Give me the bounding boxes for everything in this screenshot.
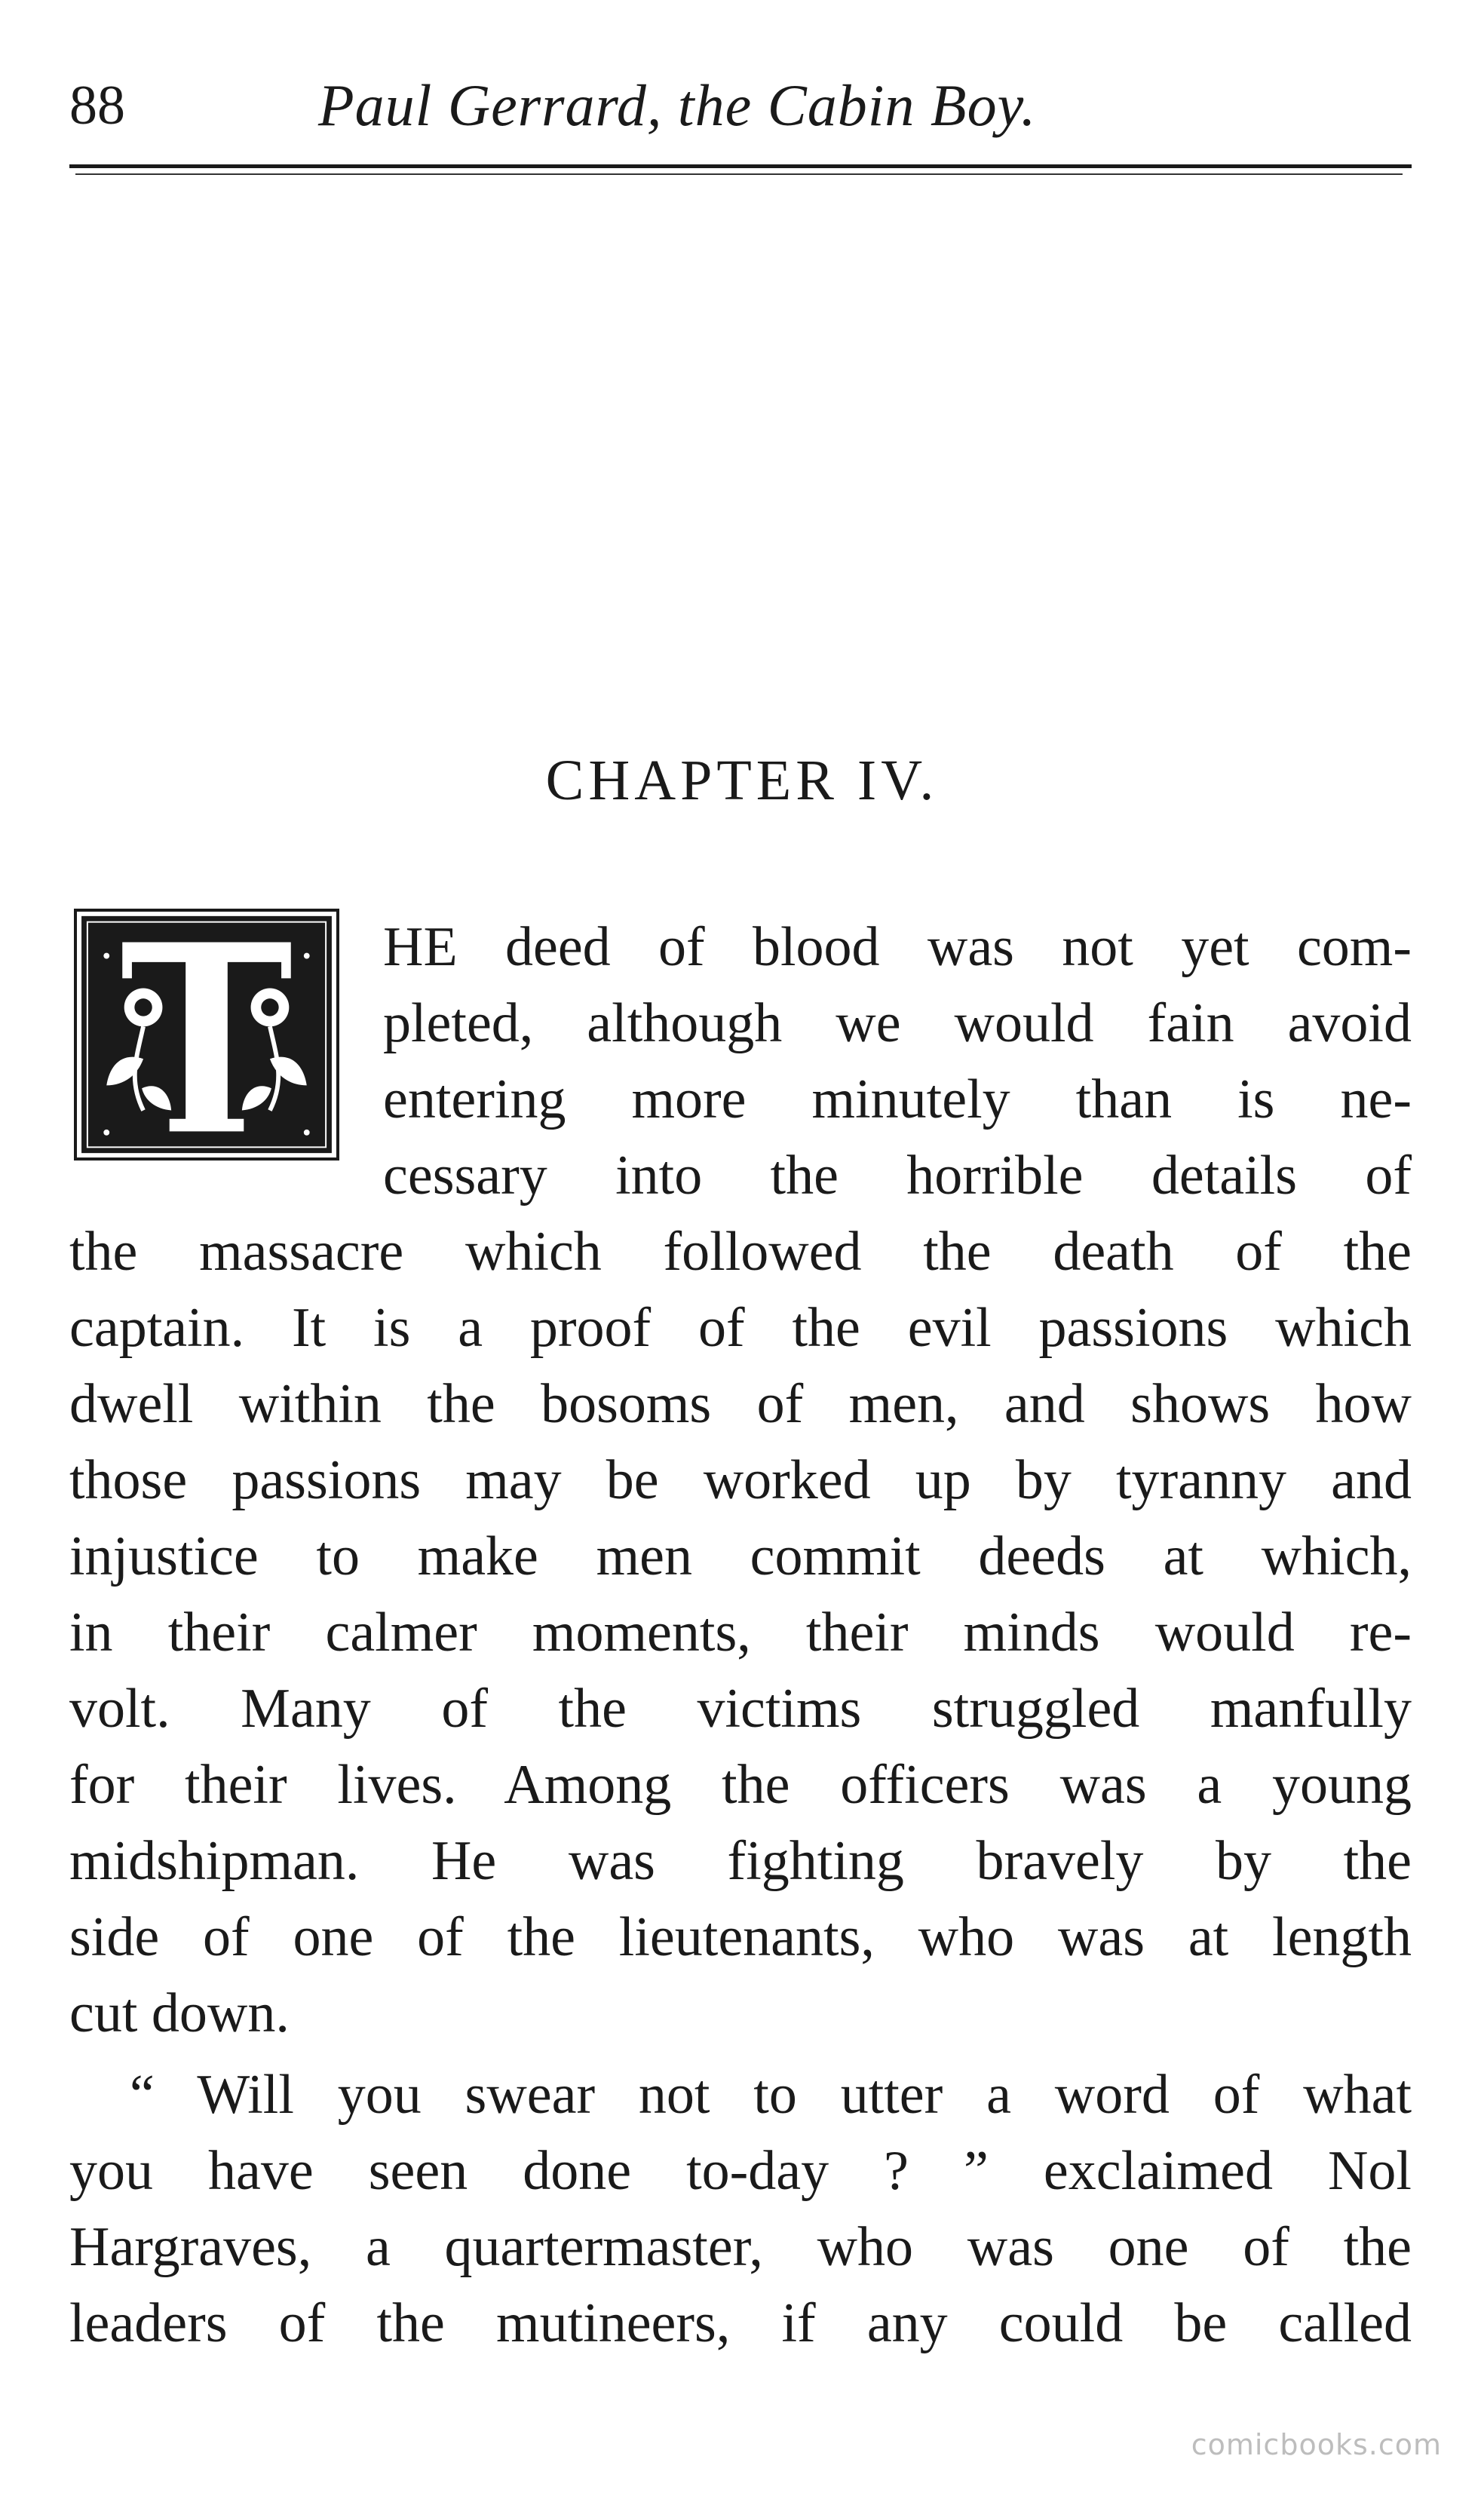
text-line: volt. Many of the victims struggled manfully xyxy=(69,1678,1412,1740)
header-rule xyxy=(69,164,1412,168)
text-line: injustice to make men commit deeds at which, xyxy=(69,1525,1412,1587)
text-line: entering more minutely than is ne- xyxy=(383,1069,1412,1130)
running-title: Paul Gerrard, the Cabin Boy. xyxy=(318,72,1037,138)
text-line: cut down. xyxy=(69,1982,290,2044)
page-number: 88 xyxy=(69,75,125,136)
page-header xyxy=(69,68,1412,151)
text-line: for their lives. Among the officers was a young xyxy=(69,1754,1412,1816)
text-line: cessary into the horrible details of xyxy=(383,1145,1412,1207)
text-line: you have seen done to-day ? ” exclaimed Nol xyxy=(69,2140,1412,2202)
text-line: Hargraves, a quartermaster, who was one of the xyxy=(69,2216,1412,2278)
text-line: pleted, although we would fain avoid xyxy=(383,992,1412,1054)
text-line: captain. It is a proof of the evil passions which xyxy=(69,1297,1412,1359)
text-line: HE deed of blood was not yet com- xyxy=(383,916,1412,978)
text-line: dwell within the bosoms of men, and shows how xyxy=(69,1373,1412,1435)
text-line: side of one of the lieutenants, who was at length xyxy=(69,1906,1412,1968)
text-line: the massacre which followed the death of the xyxy=(69,1221,1412,1283)
chapter-title: CHAPTER IV. xyxy=(545,749,939,812)
watermark: comicbooks.com xyxy=(1191,2428,1442,2461)
text-line: “ Will you swear not to utter a word of what xyxy=(130,2064,1412,2126)
text-line: those passions may be worked up by tyranny and xyxy=(69,1449,1412,1511)
text-line: leaders of the mutineers, if any could be called xyxy=(69,2292,1412,2354)
header-rule-thin xyxy=(75,173,1403,175)
paragraph-1-body xyxy=(69,1214,1412,2052)
paragraph-2 xyxy=(69,2057,1412,2362)
paragraph-1-indented-lines xyxy=(383,909,1412,1214)
text-line: midshipman. He was fighting bravely by the xyxy=(69,1830,1412,1892)
text-line: in their calmer moments, their minds would re- xyxy=(69,1602,1412,1663)
decorative-initial-t-icon xyxy=(74,909,339,1161)
